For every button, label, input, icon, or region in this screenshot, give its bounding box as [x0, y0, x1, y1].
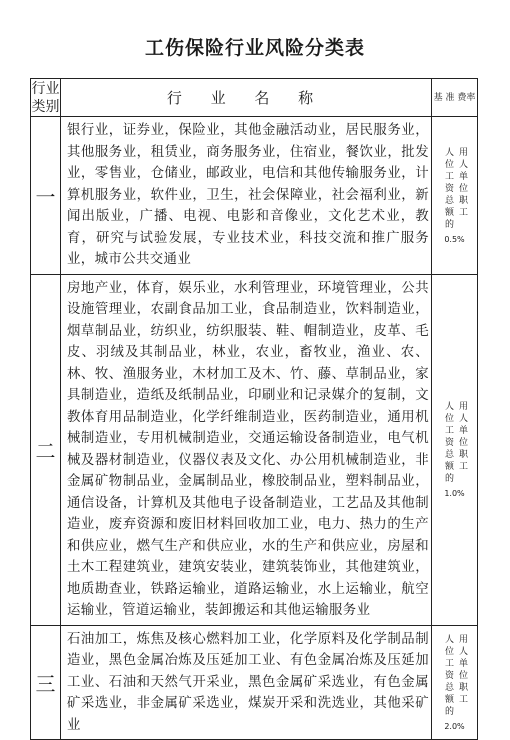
rate-text-a: 用人单位职工 [457, 633, 467, 706]
table-row [31, 274, 478, 625]
risk-classification-table [30, 78, 478, 740]
table-header-row [31, 79, 478, 117]
rate-text-a: 用人单位职工 [457, 146, 467, 219]
rate-text-b: 人位工资总额的 [443, 146, 453, 231]
row-industries: 石油加工，炼焦及核心燃料加工业，化学原料及化学制品制造业，黑色金属冶炼及压延加工业、有色金属冶炼及压延加工业、石油和天然气开采业，黑色金属矿采选业，有色金属矿采选业，非金属矿采选业，煤炭开采和洗选业，其他采矿业 [61, 625, 432, 740]
rate-percent: 2.0% [444, 721, 465, 731]
row-industries: 房地产业，体育，娱乐业，水利管理业，环境管理业，公共设施管理业，农副食品加工业，食品制造业，饮料制造业，烟草制品业，纺织业，纺织服装、鞋、帽制造业，皮革、毛皮、羽绒及其制品业，林业，农业，畜牧业，渔业、农、林、牧、渔服务业，木材加工及木、竹、藤、草制品业，家具制造业，造纸及纸制品业，印刷业和记录媒介的复制，文教体育用品制造业，化学纤维制造业，医药制造业，通用机械制造业，专用机械制造业，交通运输设备制造业，电气机械及器材制造业，仪器仪表及文化、办公用机械制造业，非金属矿物制品业，金属制品业，橡胶制品业，塑料制品业，通信设备，计算机及其他电子设备制造业，工艺品及其他制造业，废弃资源和废旧材料回收加工业，电力、热力的生产和供应业，燃气生产和供应业，水的生产和供应业，房屋和土木工程建筑业，建筑安装业，建筑装饰业，其他建筑业，地质勘查业，铁路运输业，道路运输业，水上运输业，航空运输业，管道运输业，装卸搬运和其他运输服务业 [61, 274, 432, 625]
rate-text-b: 人位工资总额的 [443, 633, 453, 718]
header-industry-name: 行 业 名 称 [61, 79, 432, 117]
row-category: 三 [31, 625, 61, 740]
header-category: 行业类别 [31, 80, 60, 115]
table-row [31, 117, 478, 275]
row-category: 一 [31, 117, 61, 275]
rate-text-a: 用人单位职工 [457, 401, 467, 473]
rate-text-b: 人位工资总额的 [443, 401, 453, 485]
table-row [31, 625, 478, 740]
rate-percent: 0.5% [444, 234, 465, 244]
document-title: 工伤保险行业风险分类表 [144, 37, 365, 59]
row-industries: 银行业，证券业，保险业，其他金融活动业，居民服务业，其他服务业，租赁业，商务服务业，住宿业，餐饮业，批发业，零售业，仓储业，邮政业，电信和其他传输服务业，计算机服务业，软件业，卫生，社会保障业，社会福利业，新闻出版业，广播、电视、电影和音像业，文化艺术业，教育，研究与试验发展，专业技术业，科技交流和推广服务业，城市公共交通业 [61, 117, 432, 275]
header-base-rate: 基 准 费率 [432, 79, 478, 117]
rate-percent: 1.0% [444, 489, 465, 498]
row-rate [432, 117, 478, 275]
row-category: 二 [31, 274, 61, 625]
row-rate [432, 625, 478, 740]
row-rate [432, 274, 478, 625]
